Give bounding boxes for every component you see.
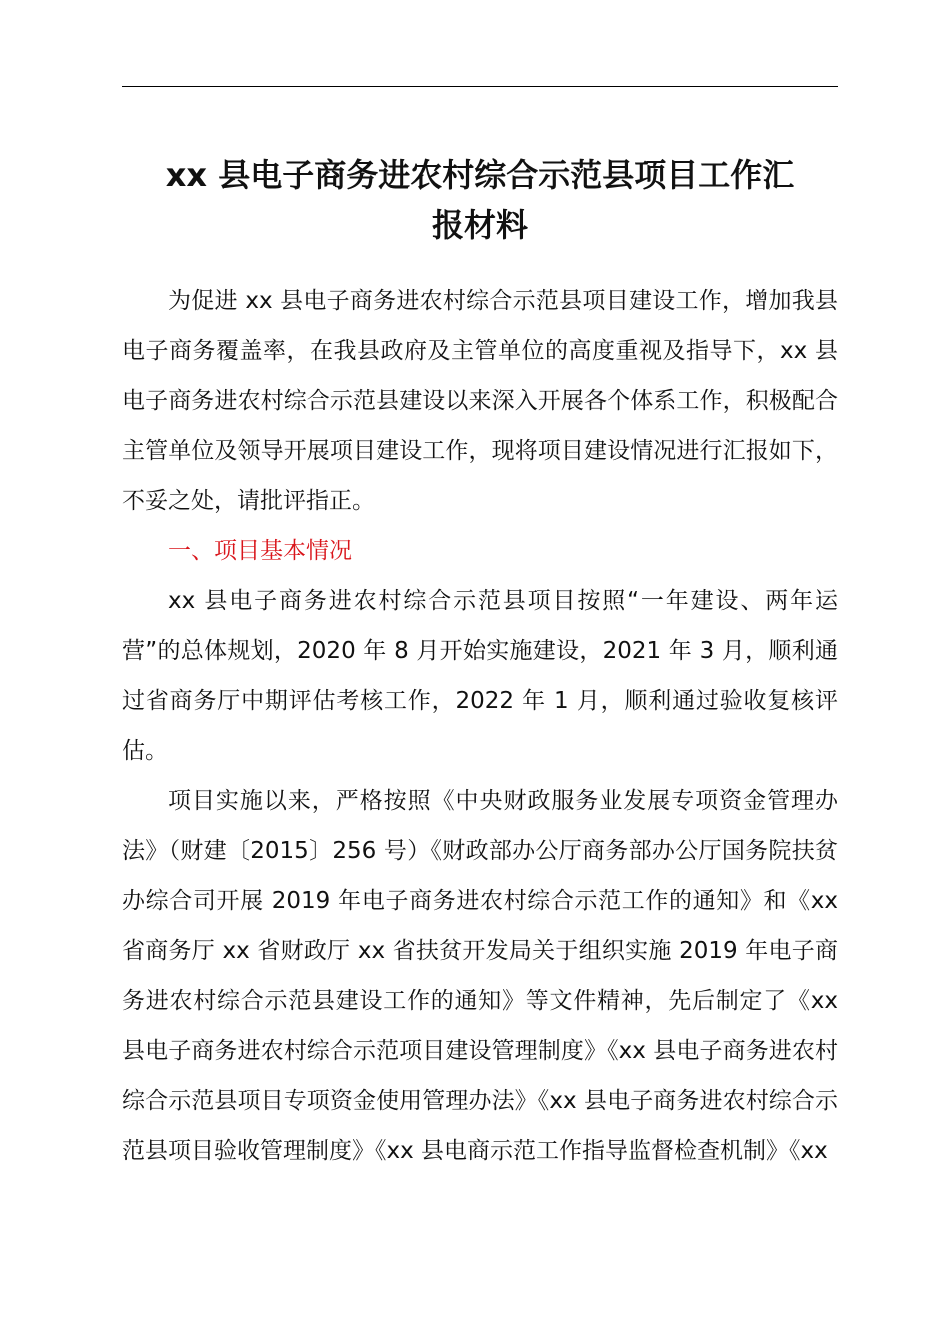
section-heading: 一、项目基本情况 (168, 538, 352, 564)
overview-paragraph: xx 县电子商务进农村综合示范县项目按照“一年建设、两年运营”的总体规划，2020 年 8 月开始实施建设，2021 年 3 月，顺利通过省商务厅中期评估考核工作，2022 年 1 月，顺利通过验收复核评估。 (122, 588, 838, 764)
document-body (122, 276, 838, 1176)
header-rule (122, 86, 838, 87)
document-title (122, 150, 838, 250)
policy-paragraph: 项目实施以来，严格按照《中央财政服务业发展专项资金管理办法》（财建〔2015〕256 号）《财政部办公厅商务部办公厅国务院扶贫办综合司开展 2019 年电子商务进农村综合示范工作的通知》和《xx 省商务厅 xx 省财政厅 xx 省扶贫开发局关于组织实施 2019 年电子商务进农村综合示范县建设工作的通知》等文件精神，先后制定了《xx 县电子商务进农村综合示范项目建设管理制度》《xx 县电子商务进农村综合示范县项目专项资金使用管理办法》《xx 县电子商务进农村综合示范县项目验收管理制度》《xx 县电商示范工作指导监督检查机制》《xx (122, 788, 838, 1164)
title-line-2: 报材料 (431, 206, 528, 244)
title-line-1: xx 县电子商务进农村综合示范县项目工作汇 (165, 156, 795, 194)
intro-paragraph: 为促进 xx 县电子商务进农村综合示范县项目建设工作，增加我县电子商务覆盖率，在我县政府及主管单位的高度重视及指导下，xx 县电子商务进农村综合示范县建设以来深入开展各个体系工作，积极配合主管单位及领导开展项目建设工作，现将项目建设情况进行汇报如下，不妥之处，请批评指正。 (122, 288, 838, 514)
